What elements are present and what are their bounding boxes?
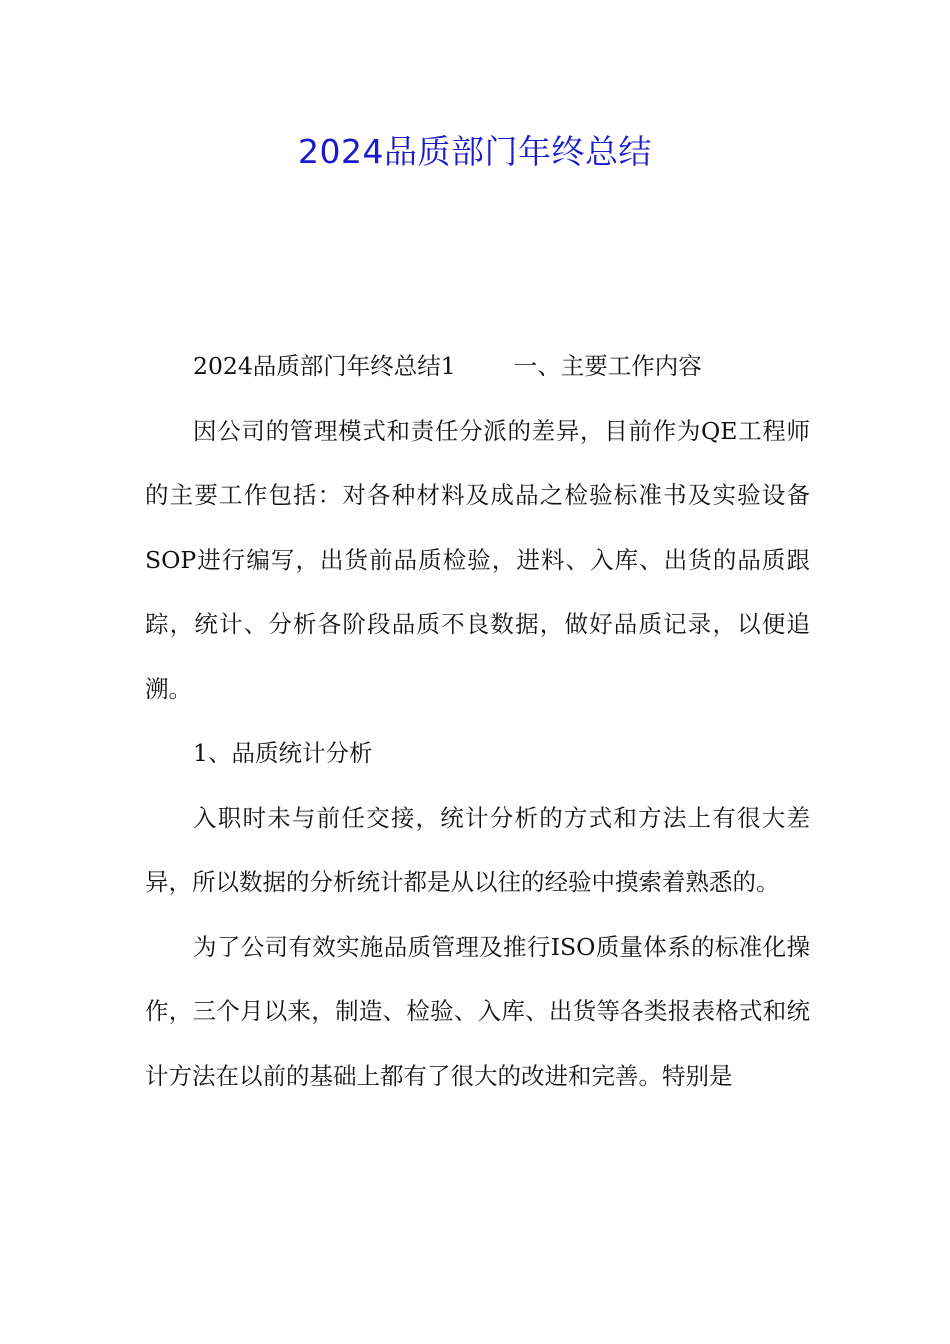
document-body <box>145 334 810 1108</box>
paragraph-work-content: 因公司的管理模式和责任分派的差异，目前作为QE工程师的主要工作包括：对各种材料及成品之检验标准书及实验设备SOP进行编写，出货前品质检验，进料、入库、出货的品质跟踪，统计、分析各阶段品质不良数据，做好品质记录，以便追溯。 <box>145 416 810 703</box>
section-heading: 一、主要工作内容 <box>513 352 702 380</box>
paragraph-analysis: 入职时未与前任交接，统计分析的方式和方法上有很大差异，所以数据的分析统计都是从以往的经验中摸索着熟悉的。 <box>145 803 810 896</box>
document-title: 2024品质部门年终总结 <box>298 132 652 171</box>
section-heading-line <box>145 334 810 399</box>
paragraph-iso: 为了公司有效实施品质管理及推行ISO质量体系的标准化操作，三个月以来，制造、检验、入库、出货等各类报表格式和统计方法在以前的基础上都有了很大的改进和完善。特别是 <box>145 932 810 1090</box>
summary-heading: 2024品质部门年终总结1 <box>193 352 456 380</box>
subsection-heading: 1、品质统计分析 <box>193 739 373 767</box>
